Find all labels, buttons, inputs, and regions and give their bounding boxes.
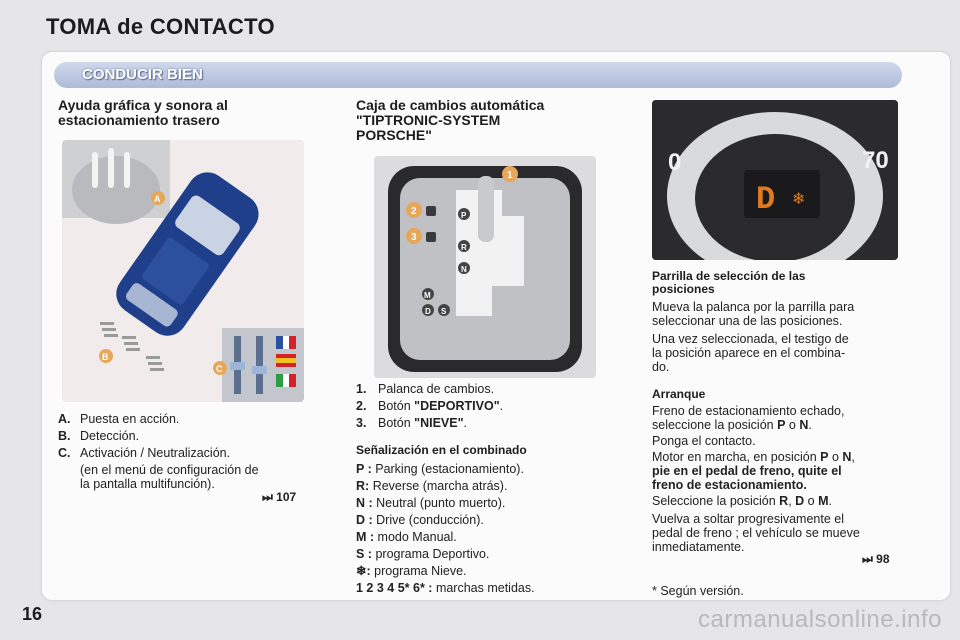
legend-item-b <box>58 429 310 443</box>
para-text: , <box>788 494 796 508</box>
start-paragraph-3 <box>652 450 908 492</box>
gear-letter-m: M <box>424 291 431 300</box>
part-item-3 <box>356 416 606 430</box>
parking-aid-image <box>62 140 304 402</box>
legend-item-a <box>58 412 310 426</box>
snowflake-indicator-icon: ❄ <box>792 189 806 208</box>
note-line: (en el menú de configuración de <box>80 463 259 477</box>
start-heading: Arranque <box>652 387 706 401</box>
signal-key: S : <box>356 547 372 561</box>
watermark: carmanualsonline.info <box>698 606 942 633</box>
page-reference-107[interactable] <box>262 490 296 505</box>
para-line: inmediatamente. <box>652 540 745 554</box>
grid-heading <box>652 270 805 296</box>
part-bold: "DEPORTIVO" <box>414 399 500 413</box>
para-line: freno de estacionamiento. <box>652 478 807 492</box>
part-bold: "NIEVE" <box>414 416 464 430</box>
gear-lever <box>478 176 494 242</box>
section-banner-label: CONDUCIR BIEN <box>82 66 203 83</box>
legend-text: Activación / Neutralización. <box>80 446 231 460</box>
signal-text: marchas metidas. <box>435 581 535 595</box>
signal-text: Neutral (punto muerto). <box>376 496 506 510</box>
grid-paragraph-1 <box>652 300 904 328</box>
heading-line: posiciones <box>652 282 715 296</box>
gear-letter-s: S <box>441 307 447 316</box>
heading-line: Ayuda gráfica y sonora al <box>58 97 228 113</box>
part-end: . <box>499 399 504 413</box>
para-line: seleccionar una de las posiciones. <box>652 314 843 328</box>
para-text: Seleccione la posición <box>652 494 780 508</box>
signal-key: R: <box>356 479 370 493</box>
signal-text: Parking (estacionamiento). <box>375 462 524 476</box>
para-bold: P <box>820 450 829 464</box>
page-reference-98[interactable] <box>862 552 890 567</box>
page-number: 16 <box>22 604 43 624</box>
instrument-display-image <box>652 100 898 260</box>
para-bold: N <box>842 450 852 464</box>
signal-text: modo Manual. <box>377 530 457 544</box>
para-bold: D <box>795 494 805 508</box>
para-text: , <box>851 450 855 464</box>
para-text: seleccione la posición <box>652 418 778 432</box>
para-text: . <box>828 494 832 508</box>
para-bold: R <box>779 494 789 508</box>
start-paragraph-4 <box>652 494 832 508</box>
parking-aid-legend <box>58 412 310 491</box>
part-text: Botón <box>378 399 415 413</box>
legend-key: C. <box>58 446 71 460</box>
signal-item-snow <box>356 564 616 578</box>
callout-2: 2 <box>411 206 417 217</box>
signal-key: M : <box>356 530 375 544</box>
part-key: 1. <box>356 382 367 396</box>
signal-text: programa Deportivo. <box>375 547 490 561</box>
para-line: pedal de freno ; el vehículo se mueve <box>652 526 860 540</box>
signal-key: D : <box>356 513 373 527</box>
footnote: * Según versión. <box>652 584 744 598</box>
signal-item-r <box>356 479 616 493</box>
gear-indicator: D <box>756 181 776 218</box>
signal-text: Reverse (marcha atrás). <box>372 479 508 493</box>
gear-letter-p: P <box>461 211 467 220</box>
part-item-2 <box>356 399 606 413</box>
legend-key: A. <box>58 412 71 426</box>
para-text: . <box>808 418 812 432</box>
gear-letter-d: D <box>425 307 431 316</box>
start-paragraph-5 <box>652 512 908 554</box>
callout-1: 1 <box>507 170 513 181</box>
callout-3: 3 <box>411 232 417 243</box>
label-a: A <box>154 194 161 204</box>
gearbox-image <box>374 156 596 378</box>
parking-aid-heading <box>58 98 228 128</box>
part-key: 2. <box>356 399 367 413</box>
snowflake-icon: ❄: <box>356 564 371 578</box>
reference-number: 98 <box>876 552 890 566</box>
part-item-1 <box>356 382 606 396</box>
legend-item-c <box>58 446 310 460</box>
gear-letter-r: R <box>461 243 467 252</box>
gauge-left-number: 0 <box>668 149 682 176</box>
gearbox-parts-list <box>356 382 606 433</box>
label-c: C <box>216 364 223 374</box>
heading-line: estacionamiento trasero <box>58 112 220 128</box>
page-title: TOMA de CONTACTO <box>46 14 275 39</box>
para-bold: M <box>818 494 829 508</box>
signal-item-p <box>356 462 616 476</box>
para-line <box>652 450 908 464</box>
note-line: la pantalla multifunción). <box>80 477 215 491</box>
para-line: pie en el pedal de freno, quite el <box>652 464 842 478</box>
heading-line: Parrilla de selección de las <box>652 269 806 283</box>
signal-text: Drive (conducción). <box>376 513 484 527</box>
page-arrow-icon: ⏭ <box>862 552 873 566</box>
para-line <box>652 418 908 432</box>
signal-item-gears <box>356 581 616 595</box>
para-line: Mueva la palanca por la parrilla para <box>652 300 855 314</box>
signal-key: 1 2 3 4 5* 6* : <box>356 581 433 595</box>
para-text: o <box>785 418 800 432</box>
legend-note <box>58 463 310 491</box>
para-text: o <box>804 494 819 508</box>
signal-heading: Señalización en el combinado <box>356 443 527 457</box>
part-text: Palanca de cambios. <box>378 382 495 396</box>
para-line: do. <box>652 360 670 374</box>
signal-item-s <box>356 547 616 561</box>
start-paragraph-1 <box>652 404 908 432</box>
signal-item-d <box>356 513 616 527</box>
part-text: Botón <box>378 416 415 430</box>
label-b: B <box>102 352 109 362</box>
para-line: Vuelva a soltar progresivamente el <box>652 512 844 526</box>
para-text: o <box>828 450 843 464</box>
heading-line: PORSCHE" <box>356 127 432 143</box>
signal-list <box>356 462 616 598</box>
heading-line: "TIPTRONIC-SYSTEM <box>356 112 501 128</box>
section-banner <box>54 62 902 88</box>
legend-text: Detección. <box>80 429 140 443</box>
signal-text: programa Nieve. <box>374 564 467 578</box>
grid-paragraph-2 <box>652 332 904 374</box>
part-key: 3. <box>356 416 367 430</box>
signal-key: P : <box>356 462 372 476</box>
gauge-right-number: 70 <box>862 147 889 174</box>
gear-letter-n: N <box>461 265 467 274</box>
legend-text: Puesta en acción. <box>80 412 180 426</box>
start-paragraph-2: Ponga el contacto. <box>652 434 756 448</box>
gearbox-heading <box>356 98 544 143</box>
page-arrow-icon: ⏭ <box>262 490 273 504</box>
para-line: la posición aparece en el combina- <box>652 346 846 360</box>
part-end: . <box>463 416 467 430</box>
para-line: Freno de estacionamiento echado, <box>652 404 845 418</box>
para-bold: N <box>799 418 809 432</box>
para-line: Una vez seleccionada, el testigo de <box>652 332 849 346</box>
signal-item-n <box>356 496 616 510</box>
legend-key: B. <box>58 429 71 443</box>
reference-number: 107 <box>276 490 297 504</box>
heading-line: Caja de cambios automática <box>356 97 545 113</box>
para-bold: P <box>777 418 786 432</box>
signal-item-m <box>356 530 616 544</box>
para-text: Motor en marcha, en posición <box>652 450 821 464</box>
signal-key: N : <box>356 496 373 510</box>
